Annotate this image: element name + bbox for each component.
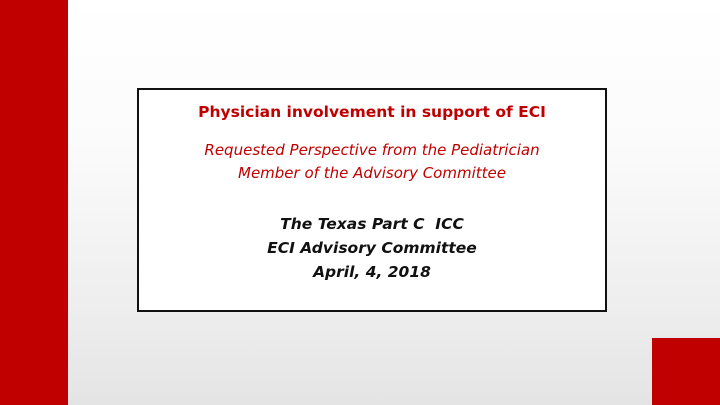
subtitle-line-1: Requested Perspective from the Pediatrician bbox=[204, 141, 540, 159]
event-line-2: ECI Advisory Committee bbox=[267, 239, 477, 257]
event-date: April, 4, 2018 bbox=[313, 263, 431, 281]
slide-subtitle bbox=[139, 139, 605, 185]
slide-title: Physician involvement in support of ECI bbox=[198, 103, 546, 121]
event-line-1: The Texas Part C ICC bbox=[280, 215, 464, 233]
subtitle-line-2: Member of the Advisory Committee bbox=[238, 164, 506, 182]
title-box bbox=[137, 88, 607, 312]
bottom-right-accent-block bbox=[652, 338, 720, 405]
left-accent-bar bbox=[0, 0, 68, 405]
event-info bbox=[139, 212, 605, 284]
